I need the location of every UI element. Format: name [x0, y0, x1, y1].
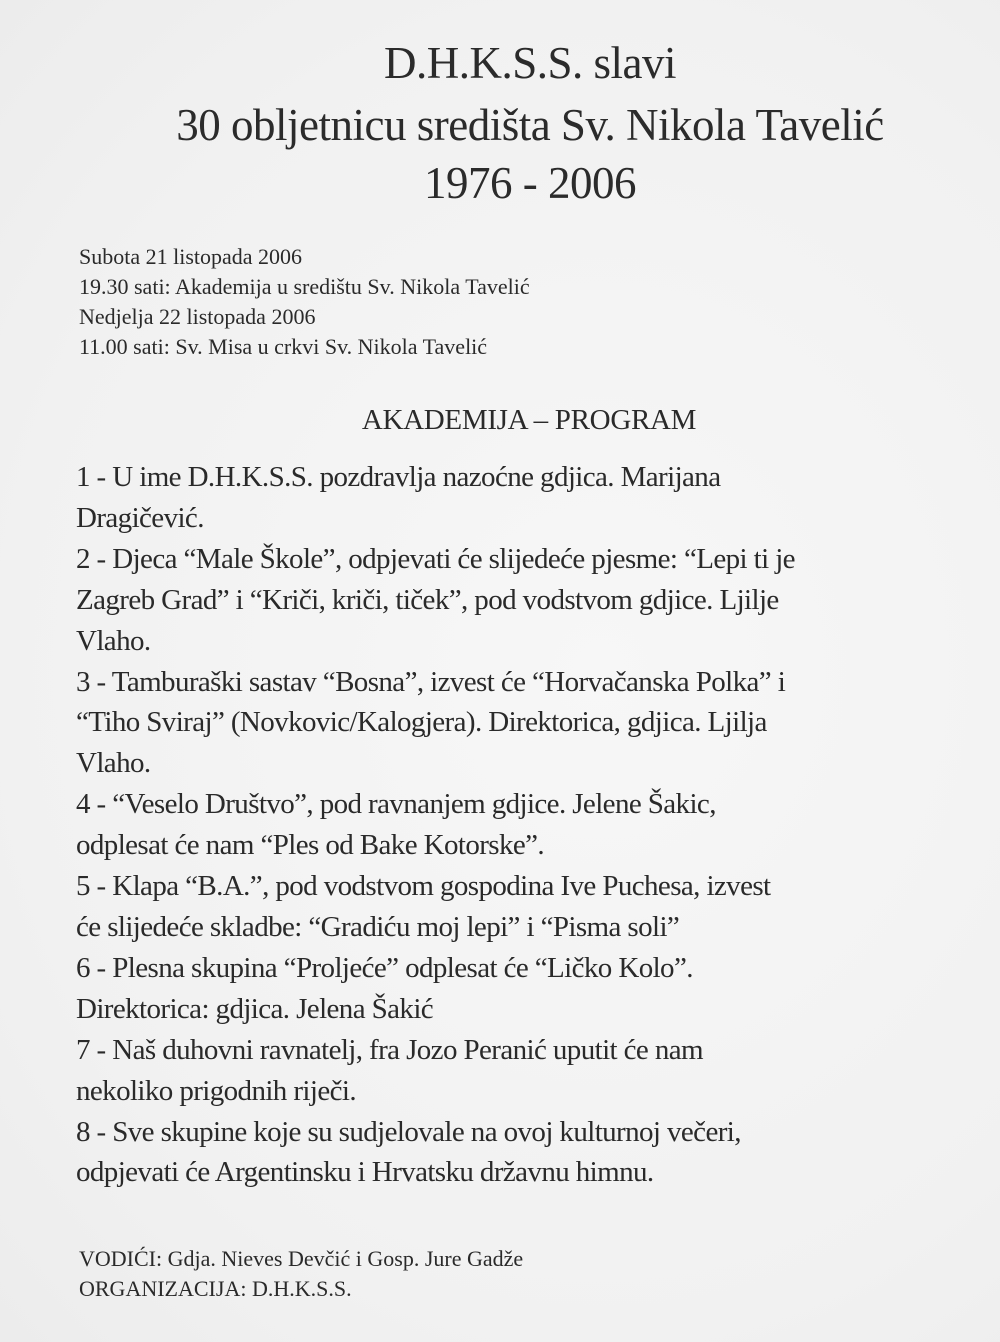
- program-line: 3 - Tamburaški sastav “Bosna”, izvest će “Horvačanska Polka” i: [76, 665, 786, 698]
- program-line: 7 - Naš duhovni ravnatelj, fra Jozo Peranić uputit će nam: [76, 1033, 703, 1066]
- schedule-day-sunday: Nedjelja 22 listopada 2006: [79, 304, 316, 329]
- program-line: “Tiho Sviraj” (Novkovic/Kalogjera). Direktorica, gdjica. Ljilja: [76, 706, 767, 739]
- program-line: Direktorica: gdjica. Jelena Šakić: [76, 992, 434, 1025]
- program-line: Dragičević.: [76, 501, 204, 534]
- program-line: Vlaho.: [76, 624, 151, 657]
- program-line: 4 - “Veselo Društvo”, pod ravnanjem gdjice. Jelene Šakic,: [76, 788, 716, 821]
- program-line: odpjevati će Argentinsku i Hrvatsku državnu himnu.: [76, 1156, 654, 1189]
- program-line: Zagreb Grad” i “Kriči, kriči, tiček”, pod vodstvom gdjice. Ljilje: [76, 583, 779, 616]
- schedule-day-saturday: Subota 21 listopada 2006: [79, 244, 303, 269]
- footer-organization: ORGANIZACIJA: D.H.K.S.S.: [79, 1276, 352, 1301]
- footer-guides: VODIĆI: Gdja. Nieves Devčić i Gosp. Jure Gadže: [79, 1246, 524, 1271]
- title-line-years: 1976 - 2006: [424, 158, 636, 208]
- footer-credits: [79, 1244, 523, 1304]
- program-line: 2 - Djeca “Male Škole”, odpjevati će slijedeće pjesme: “Lepi ti je: [76, 542, 795, 575]
- schedule-time-mass: 11.00 sati: Sv. Misa u crkvi Sv. Nikola Tavelić: [79, 334, 488, 359]
- program-line: odplesat će nam “Ples od Bake Kotorske”.: [76, 829, 545, 862]
- program-line: 6 - Plesna skupina “Proljeće” odplesat će “Ličko Kolo”.: [76, 951, 693, 984]
- schedule-time-academy: 19.30 sati: Akademija u središtu Sv. Nikola Tavelić: [79, 274, 530, 299]
- program-line: Vlaho.: [76, 747, 151, 780]
- title-line-anniversary: 30 obljetnicu središta Sv. Nikola Tavelić: [176, 100, 884, 150]
- program-line: će slijedeće skladbe: “Gradiću moj lepi” i “Pisma soli”: [76, 910, 680, 943]
- program-list: [76, 457, 976, 1193]
- program-line: nekoliko prigodnih riječi.: [76, 1074, 356, 1107]
- program-line: 5 - Klapa “B.A.”, pod vodstvom gospodina Ive Puchesa, izvest: [76, 870, 771, 903]
- program-line: 1 - U ime D.H.K.S.S. pozdravlja nazoćne gdjica. Marijana: [76, 461, 721, 493]
- title-line-organization: D.H.K.S.S. slavi: [383, 38, 677, 88]
- event-schedule: [79, 242, 530, 362]
- program-heading: AKADEMIJA – PROGRAM: [361, 404, 697, 436]
- program-line: 8 - Sve skupine koje su sudjelovale na ovoj kulturnoj večeri,: [76, 1115, 741, 1148]
